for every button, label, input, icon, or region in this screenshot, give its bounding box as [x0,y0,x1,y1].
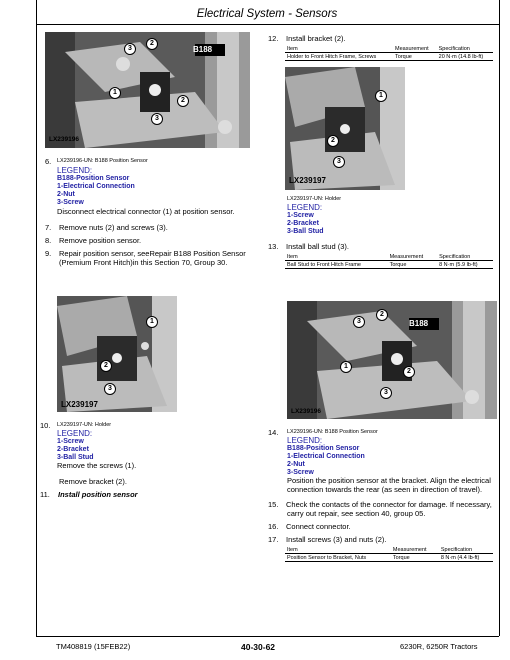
spec-cell: Torque [388,261,438,269]
spec-table-step12 [285,45,493,61]
legend-item: 2-Nut [287,461,305,468]
callout-2: 2 [403,366,415,378]
callout-3: 3 [151,113,163,125]
legend-item: 2-Nut [57,191,75,198]
spec-header: Specification [437,45,493,53]
step-number: 13. [268,242,279,251]
b188-badge: B188 [409,319,429,328]
step-number: 16. [268,522,279,531]
legend-title: LEGEND: [57,429,93,438]
figure-id: LX239196 [49,136,79,143]
step-text: Remove nuts (2) and screws (3). [59,223,168,232]
footer-page-number: 40-30-62 [241,642,276,652]
header-rule [36,24,499,25]
legend-step10 [57,429,94,462]
figure-caption: LX239196-UN: B188 Position Sensor [287,429,378,435]
callout-2: 2 [100,360,112,372]
legend-title: LEGEND: [57,166,93,175]
legend-item: 3-Screw [57,199,84,206]
spec-cell: 8 N·m (5.9 lb-ft) [437,261,493,269]
legend-item: 1-Electrical Connection [57,183,135,190]
step-text: Remove position sensor. [59,236,142,245]
spec-table-step17 [285,546,493,562]
step-text: Install bracket (2). [286,34,346,43]
step-number: 11. [40,490,50,499]
figure-id: LX239196 [291,408,321,415]
spec-cell: Position Sensor to Bracket, Nuts [285,554,391,562]
spec-table-step13 [285,253,493,269]
step-text: Connect connector. [286,522,351,531]
photo-lx239197-left [57,296,177,412]
step-15-line2: carry out repair, see section 40, group 05. [287,509,426,518]
spec-header: Measurement [388,253,438,261]
legend-item: 2-Bracket [287,220,319,227]
callout-2: 2 [146,38,158,50]
spec-cell: Ball Stud to Front Hitch Frame [285,261,388,269]
callout-2: 2 [327,135,339,147]
spec-header: Measurement [391,546,439,554]
step-number: 7. [45,223,52,232]
spec-cell: Torque [391,554,439,562]
figure-caption: LX239197-UN: Holder [287,196,342,202]
callout-1: 1 [375,90,387,102]
callout-3: 3 [104,383,116,395]
step-number: 6. [45,157,52,166]
callout-3: 3 [333,156,345,168]
spec-header: Specification [439,546,493,554]
figure-id: LX239197 [289,176,326,185]
legend-item: 3-Ball Stud [57,454,94,461]
step-text: Install position sensor [58,490,138,499]
photo-lx239196-top [45,32,250,148]
step-text: Install ball stud (3). [286,242,349,251]
spec-cell: 8 N·m (4.4 lb-ft) [439,554,493,562]
spec-header: Measurement [393,45,437,53]
callout-2: 2 [177,95,189,107]
step-9-line2: (Premium Front Hitch)in this Section 70, Group 30. [59,258,228,267]
legend-step12 [287,203,324,236]
spec-cell: 20 N·m (14.8 lb-ft) [437,53,493,61]
legend-item: B188-Position Sensor [287,445,360,452]
legend-step6 [57,166,135,207]
step-number: 15. [268,500,279,509]
photo-lx239196-right [287,301,497,419]
spec-header: Item [285,253,388,261]
step-number: 9. [45,249,52,258]
callout-3: 3 [380,387,392,399]
spec-cell: Holder to Front Hitch Frame, Screws [285,53,393,61]
step-text: Install screws (3) and nuts (2). [286,535,387,544]
footer-doc-id: TM408819 (15FEB22) [56,642,131,651]
legend-item: 3-Screw [287,469,314,476]
legend-title: LEGEND: [287,203,323,212]
callout-1: 1 [109,87,121,99]
step-14-line2: connection towards the rear (as seen in direction of travel). [287,485,483,494]
callout-1: 1 [340,361,352,373]
callout-3: 3 [124,43,136,55]
photo-lx239197-right [285,67,405,190]
spec-header: Item [285,546,391,554]
step-number: 14. [268,428,279,437]
callout-2: 2 [376,309,388,321]
legend-title: LEGEND: [287,436,323,445]
spec-header: Specification [437,253,493,261]
legend-item: 1-Electrical Connection [287,453,365,460]
step-10-text2: Remove bracket (2). [59,477,127,486]
legend-item: 1-Screw [57,438,84,445]
spec-header: Item [285,45,393,53]
step-text: Repair position sensor, seeRepair B188 Position Sensor [59,249,246,258]
step-14-line1: Position the position sensor at the bracket. Align the electrical [287,476,491,485]
legend-step14 [287,436,365,477]
b188-badge: B188 [193,45,213,54]
figure-id: LX239197 [61,400,98,409]
legend-item: 3-Ball Stud [287,228,324,235]
callout-3: 3 [353,316,365,328]
figure-caption: LX239196-UN: B188 Position Sensor [57,158,148,164]
step-number: 12. [268,34,279,43]
step-number: 10. [40,421,51,430]
step-10-text: Remove the screws (1). [57,461,137,470]
footer-rule [36,636,499,637]
callout-1: 1 [146,316,158,328]
legend-item: B188-Position Sensor [57,175,130,182]
legend-item: 1-Screw [287,212,314,219]
step-6-text: Disconnect electrical connector (1) at position sensor. [57,207,235,216]
figure-caption: LX239197-UN: Holder [57,422,112,428]
page-header-title: Electrical System - Sensors [196,8,338,20]
step-text: Check the contacts of the connector for damage. If necessary, [286,500,492,509]
spec-cell: Torque [393,53,437,61]
step-number: 8. [45,236,52,245]
legend-item: 2-Bracket [57,446,89,453]
step-number: 17. [268,535,279,544]
footer-model: 6230R, 6250R Tractors [400,642,478,651]
